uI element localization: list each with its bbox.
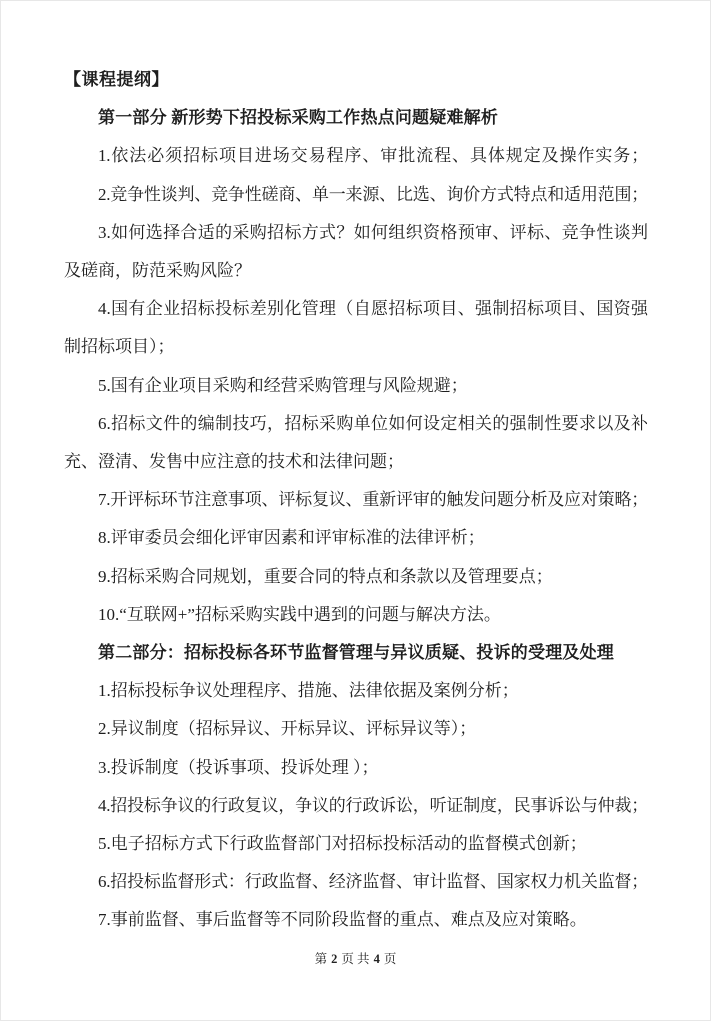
- part1-item-1: 1.依法必须招标项目进场交易程序、审批流程、具体规定及操作实务；: [98, 146, 648, 166]
- part2-item-2: 2.异议制度（招标异议、开标异议、评标异议等）；: [98, 719, 477, 739]
- part1-item-5: 5.国有企业项目采购和经营采购管理与风险规避；: [98, 375, 468, 395]
- footer-label-pages: 页: [383, 952, 397, 966]
- footer-label-page: 第: [314, 952, 328, 966]
- part2-item-6: 6.招投标监督形式：行政监督、经济监督、审计监督、国家权力机关监督；: [98, 872, 648, 892]
- part2-heading: 第二部分：招标投标各环节监督管理与异议质疑、投诉的受理及处理: [98, 643, 614, 663]
- footer-label-of: 页 共: [341, 952, 370, 966]
- page-footer: [1, 949, 710, 969]
- part2-item-4: 4.招投标争议的行政复议，争议的行政诉讼，听证制度，民事诉讼与仲裁；: [98, 795, 648, 815]
- footer-total-pages: 4: [373, 952, 380, 966]
- part1-item-7: 7.开评标环节注意事项、评标复议、重新评审的触发问题分析及应对策略；: [98, 490, 648, 510]
- footer-current-page: 2: [331, 952, 338, 966]
- part1-item-10: 10.“互联网+”招标采购实践中遇到的问题与解决方法。: [98, 604, 501, 624]
- part1-item-2: 2.竞争性谈判、竞争性磋商、单一来源、比选、询价方式特点和适用范围；: [98, 184, 648, 204]
- part1-item-9: 9.招标采购合同规划，重要合同的特点和条款以及管理要点；: [98, 566, 553, 586]
- part2-item-5: 5.电子招标方式下行政监督部门对招标投标活动的监督模式创新；: [98, 834, 587, 854]
- document-body: [1, 1, 710, 940]
- part1-item-4: 4.国有企业招标投标差别化管理（自愿招标项目、强制招标项目、国资强制招标项目）；: [64, 299, 648, 357]
- part2-item-3: 3.投诉制度（投诉事项、投诉处理 ）；: [98, 757, 379, 777]
- part2-item-1: 1.招标投标争议处理程序、措施、法律依据及案例分析；: [98, 681, 519, 701]
- part1-item-8: 8.评审委员会细化评审因素和评审标准的法律评析；: [98, 528, 485, 548]
- part2-item-7: 7.事前监督、事后监督等不同阶段监督的重点、难点及应对策略。: [98, 910, 587, 930]
- part1-item-6: 6.招标文件的编制技巧，招标采购单位如何设定相关的强制性要求以及补充、澄清、发售中应注意的技术和法律问题；: [64, 413, 648, 472]
- part1-heading: 第一部分 新形势下招投标采购工作热点问题疑难解析: [98, 108, 499, 128]
- course-outline-title: 【课程提纲】: [64, 70, 169, 89]
- part1-item-3: 3.如何选择合适的采购招标方式？如何组织资格预审、评标、竞争性谈判及磋商，防范采购风险？: [64, 222, 648, 281]
